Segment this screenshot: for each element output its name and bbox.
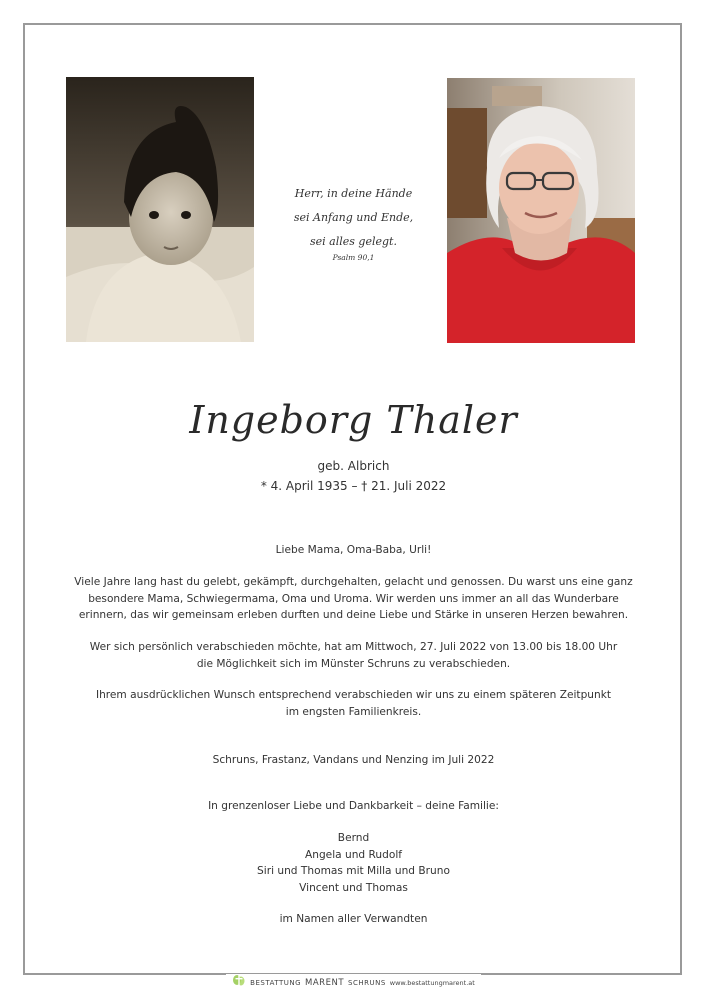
closing-line: im Namen aller Verwandten (279, 913, 428, 925)
family-intro (60, 798, 647, 815)
paragraph-farewell (60, 639, 647, 672)
family-member: Bernd (337, 832, 370, 844)
paragraph-memories (60, 574, 647, 624)
cross-leaf-icon (232, 973, 246, 992)
maiden-name: geb. Albrich (317, 459, 390, 473)
paragraph-line: besondere Mama, Schwiegermama, Oma und Uroma. Wir werden uns immer an all das Wunderbare (88, 592, 619, 605)
paragraph-line: die Möglichkeit sich im Münster Schruns zu verabschieden. (196, 657, 511, 670)
greeting-line: Liebe Mama, Oma-Baba, Urli! (275, 544, 432, 556)
paragraph-line: Ihrem ausdrücklichen Wunsch entsprechend verabschieden wir uns zu einem späteren Zeitpunkt (95, 689, 612, 701)
place-date (60, 752, 647, 769)
paragraph-private-farewell (60, 687, 647, 720)
footer (0, 973, 707, 993)
family-intro-line: In grenzenloser Liebe und Dankbarkeit – deine Familie: (208, 800, 499, 812)
paragraph-line: Wer sich persönlich verabschieden möchte, hat am Mittwoch, 27. Juli 2022 von 13.00 bis 18.00 Uhr (89, 641, 618, 653)
footer-prefix: BESTATTUNG (250, 978, 302, 987)
closing (60, 911, 647, 928)
family-member: Siri und Thomas mit Milla und Bruno (257, 865, 450, 877)
footer-town: SCHRUNS (348, 978, 386, 987)
family-list (60, 830, 647, 896)
greeting (60, 542, 647, 559)
deceased-name: Ingeborg Thaler (189, 398, 518, 442)
family-member: Vincent und Thomas (299, 881, 408, 894)
paragraph-line: erinnern, das wir gemeinsam erleben durften und deine Liebe und Stärke in unseren Herzen bewahren. (78, 609, 629, 621)
bible-verse (270, 182, 437, 264)
family-member: Angela und Rudolf (304, 848, 402, 861)
footer-brand: MARENT (305, 977, 345, 988)
verse-line-1: Herr, in deine Hände (294, 187, 413, 200)
paragraph-line: im engsten Familienkreis. (285, 705, 422, 718)
verse-line-3: sei alles gelegt. (310, 235, 397, 248)
life-dates: * 4. April 1935 – † 21. Juli 2022 (260, 479, 447, 493)
place-date-line: Schruns, Frastanz, Vandans und Nenzing im Juli 2022 (212, 754, 495, 766)
baby-photo (66, 77, 254, 342)
verse-reference: Psalm 90,1 (332, 253, 375, 262)
paragraph-line: Viele Jahre lang hast du gelebt, gekämpft, durchgehalten, gelacht und genossen. Du warst uns eine ganz (74, 576, 633, 588)
portrait-photo (447, 78, 635, 343)
verse-line-2: sei Anfang und Ende, (293, 211, 414, 224)
footer-url[interactable]: www.bestattungmarent.at (389, 978, 475, 987)
